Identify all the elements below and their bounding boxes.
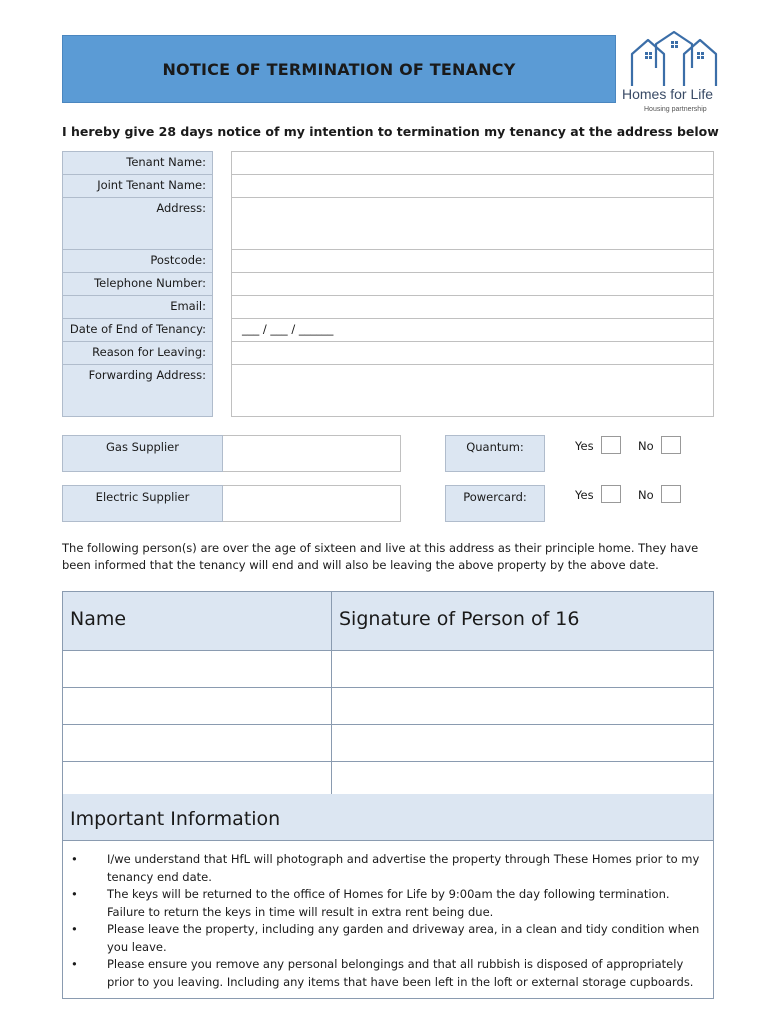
persons-statement: The following person(s) are over the age of sixteen and live at this address as their principle home. They have been informed that the tenancy will end and will also be leaving the above property by the above date. — [62, 541, 699, 572]
label-email: Email: — [62, 295, 213, 318]
intro-statement: I hereby give 28 days notice of my intention to termination my tenancy at the address below — [62, 124, 719, 139]
forwarding-address-field[interactable] — [231, 364, 714, 417]
persons-table-header — [63, 592, 713, 650]
info-text: I/we understand that HfL will photograph and advertise the property through These Homes prior to my tenancy end date. — [107, 852, 700, 884]
label-address: Address: — [62, 197, 213, 249]
reason-field[interactable] — [231, 341, 714, 364]
document-title: NOTICE OF TERMINATION OF TENANCY — [162, 59, 516, 79]
quantum-no-label: No — [638, 439, 654, 453]
address-field[interactable] — [231, 197, 714, 249]
powercard-yes-checkbox[interactable] — [601, 485, 621, 503]
email-field[interactable] — [231, 295, 714, 318]
logo-name: Homes for Life — [622, 86, 714, 102]
info-text: The keys will be returned to the office of Homes for Life by 9:00am the day following termination. Failure to return the keys in time will result in extra rent being due. — [107, 887, 670, 919]
bullet-icon: • — [71, 957, 78, 971]
tenant-name-field[interactable] — [231, 151, 714, 174]
column-header-signature: Signature of Person of 16 — [331, 592, 713, 650]
logo-tagline: Housing partnership — [644, 106, 707, 113]
person-signature-cell[interactable] — [331, 688, 713, 724]
info-text: Please ensure you remove any personal belongings and that all rubbish is disposed of appropriately prior to you leaving. Including any items that have been left in the loft or external storage cupboards. — [107, 957, 694, 989]
powercard-yes-label: Yes — [575, 488, 594, 502]
bullet-icon: • — [71, 887, 78, 901]
houses-icon — [620, 28, 740, 88]
gas-supplier-label: Gas Supplier — [62, 435, 223, 472]
electric-supplier-field[interactable] — [223, 485, 401, 522]
tenant-details-labels — [62, 151, 213, 417]
person-signature-cell[interactable] — [331, 762, 713, 797]
tenant-details-fields — [231, 151, 714, 417]
info-text: Please leave the property, including any garden and driveway area, in a clean and tidy condition when you leave. — [107, 922, 700, 954]
list-item — [63, 921, 705, 956]
bullet-icon: • — [71, 922, 78, 936]
table-row — [63, 761, 713, 797]
quantum-no-checkbox[interactable] — [661, 436, 681, 454]
person-signature-cell[interactable] — [331, 651, 713, 687]
label-forwarding-address: Forwarding Address: — [62, 364, 213, 417]
end-date-field[interactable]: ___ / ___ / ______ — [231, 318, 714, 341]
powercard-no-checkbox[interactable] — [661, 485, 681, 503]
list-item — [63, 851, 705, 886]
powercard-no-label: No — [638, 488, 654, 502]
list-item — [63, 956, 705, 991]
table-row — [63, 650, 713, 687]
quantum-label: Quantum: — [445, 435, 545, 472]
table-row — [63, 724, 713, 761]
person-signature-cell[interactable] — [331, 725, 713, 761]
important-heading: Important Information — [63, 794, 713, 841]
person-name-cell[interactable] — [63, 688, 331, 724]
person-name-cell[interactable] — [63, 725, 331, 761]
label-tenant-name: Tenant Name: — [62, 151, 213, 174]
quantum-yes-label: Yes — [575, 439, 594, 453]
label-joint-tenant-name: Joint Tenant Name: — [62, 174, 213, 197]
label-end-date: Date of End of Tenancy: — [62, 318, 213, 341]
powercard-label: Powercard: — [445, 485, 545, 522]
electric-supplier-label: Electric Supplier — [62, 485, 223, 522]
important-list — [63, 841, 713, 991]
label-reason: Reason for Leaving: — [62, 341, 213, 364]
telephone-field[interactable] — [231, 272, 714, 295]
list-item — [63, 886, 705, 921]
person-name-cell[interactable] — [63, 762, 331, 797]
label-postcode: Postcode: — [62, 249, 213, 272]
table-row — [63, 687, 713, 724]
quantum-yes-checkbox[interactable] — [601, 436, 621, 454]
person-name-cell[interactable] — [63, 651, 331, 687]
joint-tenant-name-field[interactable] — [231, 174, 714, 197]
column-header-name: Name — [63, 592, 331, 650]
homes-for-life-logo — [620, 28, 740, 118]
persons-table — [62, 591, 714, 798]
bullet-icon: • — [71, 852, 78, 866]
label-telephone: Telephone Number: — [62, 272, 213, 295]
postcode-field[interactable] — [231, 249, 714, 272]
gas-supplier-field[interactable] — [223, 435, 401, 472]
title-banner — [62, 35, 616, 103]
important-information — [62, 794, 714, 999]
